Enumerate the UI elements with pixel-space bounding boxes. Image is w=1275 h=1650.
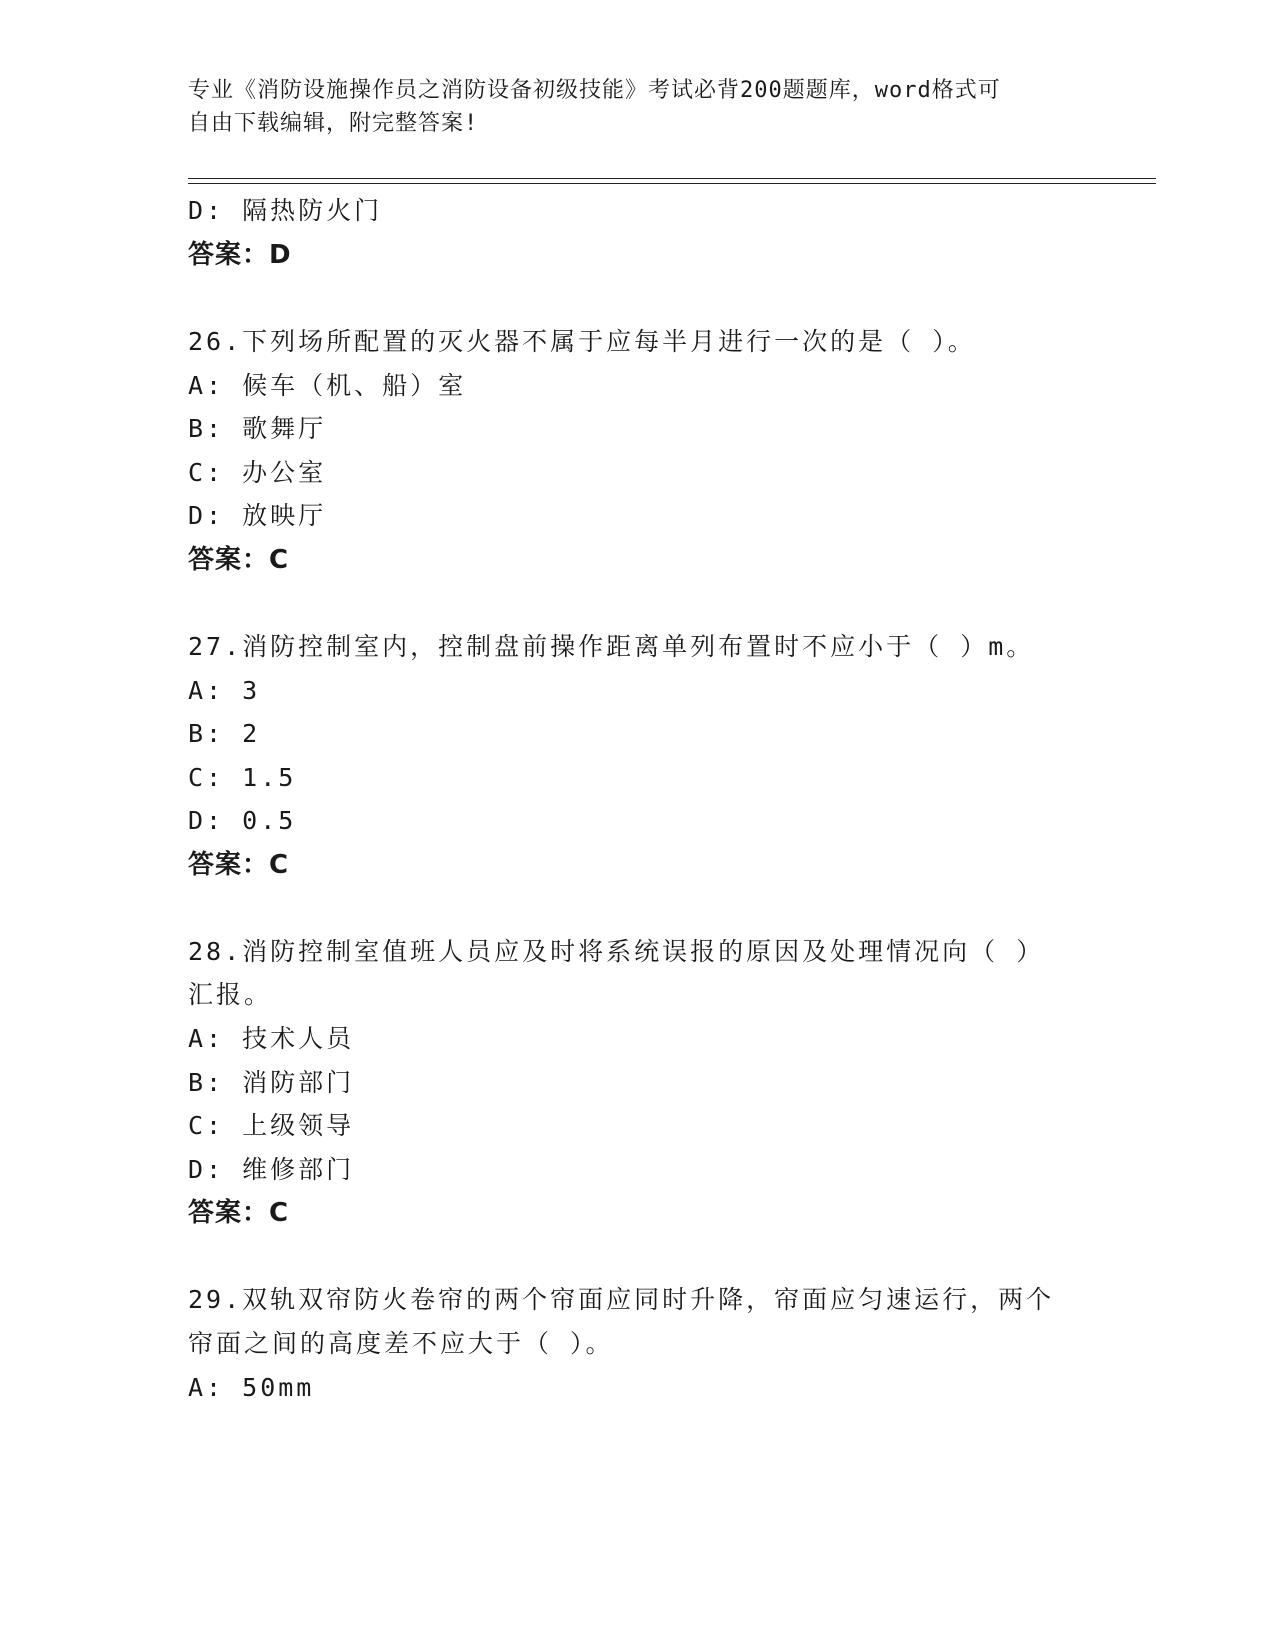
q28-option-a: A: 技术人员 <box>188 1024 355 1053</box>
q28-option-c: C: 上级领导 <box>188 1111 355 1140</box>
q26-stem: 26.下列场所配置的灭火器不属于应每半月进行一次的是（ ）。 <box>188 327 976 356</box>
prev-answer: 答案：D <box>188 240 292 270</box>
q28-stem-line-1: 28.消防控制室值班人员应及时将系统误报的原因及处理情况向（ ） <box>188 937 1045 966</box>
q29-stem-line-1: 29.双轨双帘防火卷帘的两个帘面应同时升降，帘面应匀速运行，两个 <box>188 1285 1055 1314</box>
q27-option-b: B: 2 <box>188 719 261 748</box>
q29-stem-line-2: 帘面之间的高度差不应大于（ ）。 <box>188 1329 614 1358</box>
q26-option-c: C: 办公室 <box>188 458 327 487</box>
q28-answer: 答案：C <box>188 1198 290 1228</box>
document-header <box>188 74 1088 140</box>
q26-option-d: D: 放映厅 <box>188 501 327 530</box>
header-divider-bottom <box>188 183 1156 184</box>
q27-option-a: A: 3 <box>188 676 261 705</box>
q26-answer: 答案：C <box>188 545 290 575</box>
q27-option-c: C: 1.5 <box>188 763 297 792</box>
q28-option-b: B: 消防部门 <box>188 1068 355 1097</box>
header-line-1: 专业《消防设施操作员之消防设备初级技能》考试必背200题题库，word格式可 <box>188 78 1001 103</box>
q28-stem-line-2: 汇报。 <box>188 980 273 1009</box>
q27-answer: 答案：C <box>188 850 290 880</box>
q26-option-a: A: 候车（机、船）室 <box>188 371 467 400</box>
q28-option-d: D: 维修部门 <box>188 1155 355 1184</box>
q29-option-a: A: 50mm <box>188 1373 315 1402</box>
q26-option-b: B: 歌舞厅 <box>188 414 327 443</box>
q27-option-d: D: 0.5 <box>188 806 297 835</box>
q27-stem: 27.消防控制室内，控制盘前操作距离单列布置时不应小于（ ）m。 <box>188 632 1035 661</box>
header-divider-top <box>188 178 1156 179</box>
prev-option-d: D: 隔热防火门 <box>188 196 383 225</box>
header-line-2: 自由下载编辑，附完整答案! <box>188 111 479 136</box>
